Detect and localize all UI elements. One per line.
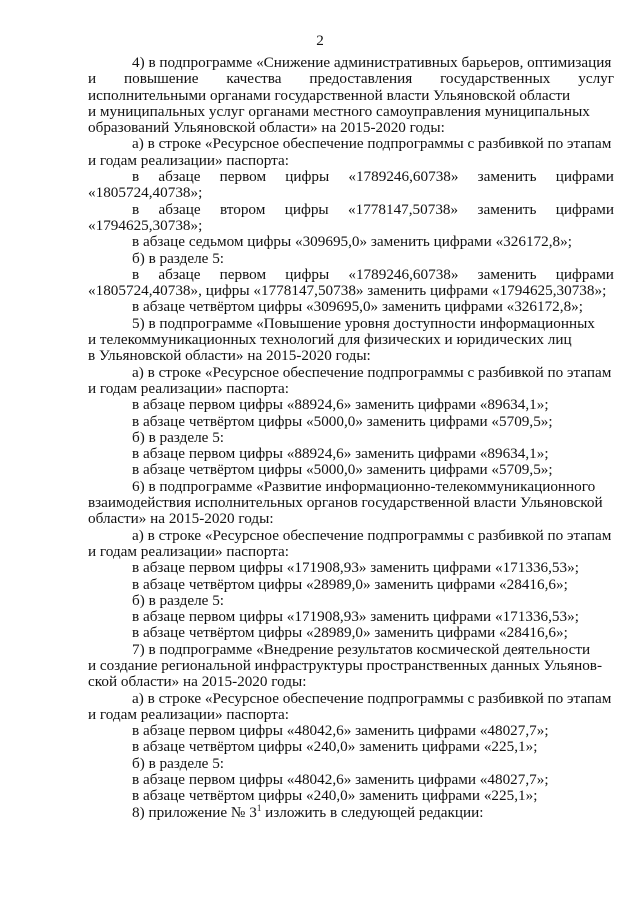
- text-line-appendix: [88, 802, 614, 821]
- word: качества: [226, 70, 282, 88]
- appendix-text: 8) приложение № 3: [132, 803, 257, 821]
- text-line: «1805724,40738», цифры «1778147,50738» заменить цифрами «1794625,30738»;: [88, 282, 607, 300]
- page-number: 2: [316, 32, 324, 49]
- text-line: а) в строке «Ресурсное обеспечение подпрограммы с разбивкой по этапам: [132, 363, 612, 381]
- text-line: ской области» на 2015-2020 годы:: [88, 673, 307, 691]
- word: абзаце: [158, 168, 201, 186]
- text-line: и годам реализации» паспорта:: [88, 542, 289, 560]
- text-line: 7) в подпрограмме «Внедрение результатов космической деятельности: [132, 640, 591, 658]
- word: в: [132, 265, 140, 283]
- word: втором: [220, 200, 266, 218]
- text-line: в абзаце седьмом цифры «309695,0» заменить цифрами «326172,8»;: [132, 233, 572, 251]
- text-line: [88, 169, 614, 185]
- document-body: [88, 55, 614, 821]
- text-line: [88, 202, 614, 218]
- text-line: в абзаце первом цифры «88924,6» заменить цифрами «89634,1»;: [132, 445, 549, 463]
- text-line: и годам реализации» паспорта:: [88, 705, 289, 723]
- word: «1789246,60738»: [348, 265, 459, 283]
- text-line: в абзаце четвёртом цифры «28989,0» заменить цифрами «28416,6»;: [132, 624, 568, 642]
- text-line: в абзаце первом цифры «171908,93» заменить цифрами «171336,53»;: [132, 608, 579, 626]
- text-line: «1805724,40738»;: [88, 184, 203, 202]
- word: первом: [219, 168, 267, 186]
- text-line: и годам реализации» паспорта:: [88, 379, 289, 397]
- text-line: и муниципальных услуг органами местного самоуправления муниципальных: [88, 102, 590, 120]
- word: цифрами: [555, 168, 614, 186]
- word: в: [132, 168, 140, 186]
- word: в: [132, 200, 140, 218]
- text-line: а) в строке «Ресурсное обеспечение подпрограммы с разбивкой по этапам: [132, 135, 612, 153]
- word: «1789246,60738»: [348, 168, 459, 186]
- text-line: и годам реализации» паспорта:: [88, 151, 289, 169]
- text-line: исполнительными органами государственной власти Ульяновской области: [88, 86, 571, 104]
- word: абзаце: [158, 200, 201, 218]
- appendix-superscript: 1: [256, 802, 262, 813]
- text-line: образований Ульяновской области» на 2015-2020 годы:: [88, 119, 445, 137]
- word: услуг: [578, 70, 614, 88]
- text-line: 5) в подпрограмме «Повышение уровня доступности информационных: [132, 314, 595, 332]
- text-line: в абзаце четвёртом цифры «240,0» заменить цифрами «225,1»;: [132, 738, 538, 756]
- word: цифры: [285, 168, 330, 186]
- text-line: б) в разделе 5:: [132, 249, 225, 267]
- appendix-text-rest: изложить в следующей редакции:: [261, 803, 484, 821]
- text-line: в абзаце четвёртом цифры «309695,0» заменить цифрами «326172,8»;: [132, 298, 583, 316]
- text-line: области» на 2015-2020 годы:: [88, 510, 274, 528]
- text-line: б) в разделе 5:: [132, 591, 225, 609]
- word: заменить: [477, 265, 537, 283]
- word: заменить: [477, 200, 537, 218]
- word: цифры: [285, 265, 330, 283]
- text-line: [88, 267, 614, 283]
- word: цифрами: [555, 200, 614, 218]
- text-line: взаимодействия исполнительных органов государственной власти Ульяновской: [88, 494, 603, 512]
- word: «1778147,50738»: [348, 200, 459, 218]
- word: государственных: [440, 70, 551, 88]
- word: и: [88, 70, 97, 88]
- text-line: и создание региональной инфраструктуры пространственных данных Ульянов-: [88, 656, 603, 674]
- text-line: и телекоммуникационных технологий для физических и юридических лиц: [88, 331, 572, 349]
- text-line: в абзаце четвёртом цифры «5000,0» заменить цифрами «5709,5»;: [132, 461, 553, 479]
- text-line: в абзаце первом цифры «88924,6» заменить цифрами «89634,1»;: [132, 396, 549, 414]
- word: предоставления: [309, 70, 413, 88]
- text-line: «1794625,30738»;: [88, 216, 203, 234]
- text-line: в Ульяновской области» на 2015-2020 годы:: [88, 347, 371, 365]
- word: цифрами: [555, 265, 614, 283]
- word: повышение: [124, 70, 199, 88]
- text-line: б) в разделе 5:: [132, 754, 225, 772]
- text-line: б) в разделе 5:: [132, 428, 225, 446]
- word: заменить: [477, 168, 537, 186]
- text-line: 4) в подпрограмме «Снижение административных барьеров, оптимизация: [132, 54, 612, 71]
- word: цифры: [284, 200, 329, 218]
- word: первом: [219, 265, 267, 283]
- text-line: в абзаце первом цифры «171908,93» заменить цифрами «171336,53»;: [132, 559, 579, 577]
- text-line: [88, 71, 614, 87]
- text-line: а) в строке «Ресурсное обеспечение подпрограммы с разбивкой по этапам: [132, 526, 612, 544]
- text-line: в абзаце четвёртом цифры «5000,0» заменить цифрами «5709,5»;: [132, 412, 553, 430]
- word: абзаце: [158, 265, 201, 283]
- text-line: в абзаце первом цифры «48042,6» заменить цифрами «48027,7»;: [132, 722, 549, 740]
- text-line: в абзаце первом цифры «48042,6» заменить цифрами «48027,7»;: [132, 771, 549, 789]
- text-line: в абзаце четвёртом цифры «240,0» заменить цифрами «225,1»;: [132, 787, 538, 805]
- text-line: в абзаце четвёртом цифры «28989,0» заменить цифрами «28416,6»;: [132, 575, 568, 593]
- text-line: 6) в подпрограмме «Развитие информационно-телекоммуникационного: [132, 477, 596, 495]
- text-line: а) в строке «Ресурсное обеспечение подпрограммы с разбивкой по этапам: [132, 689, 612, 707]
